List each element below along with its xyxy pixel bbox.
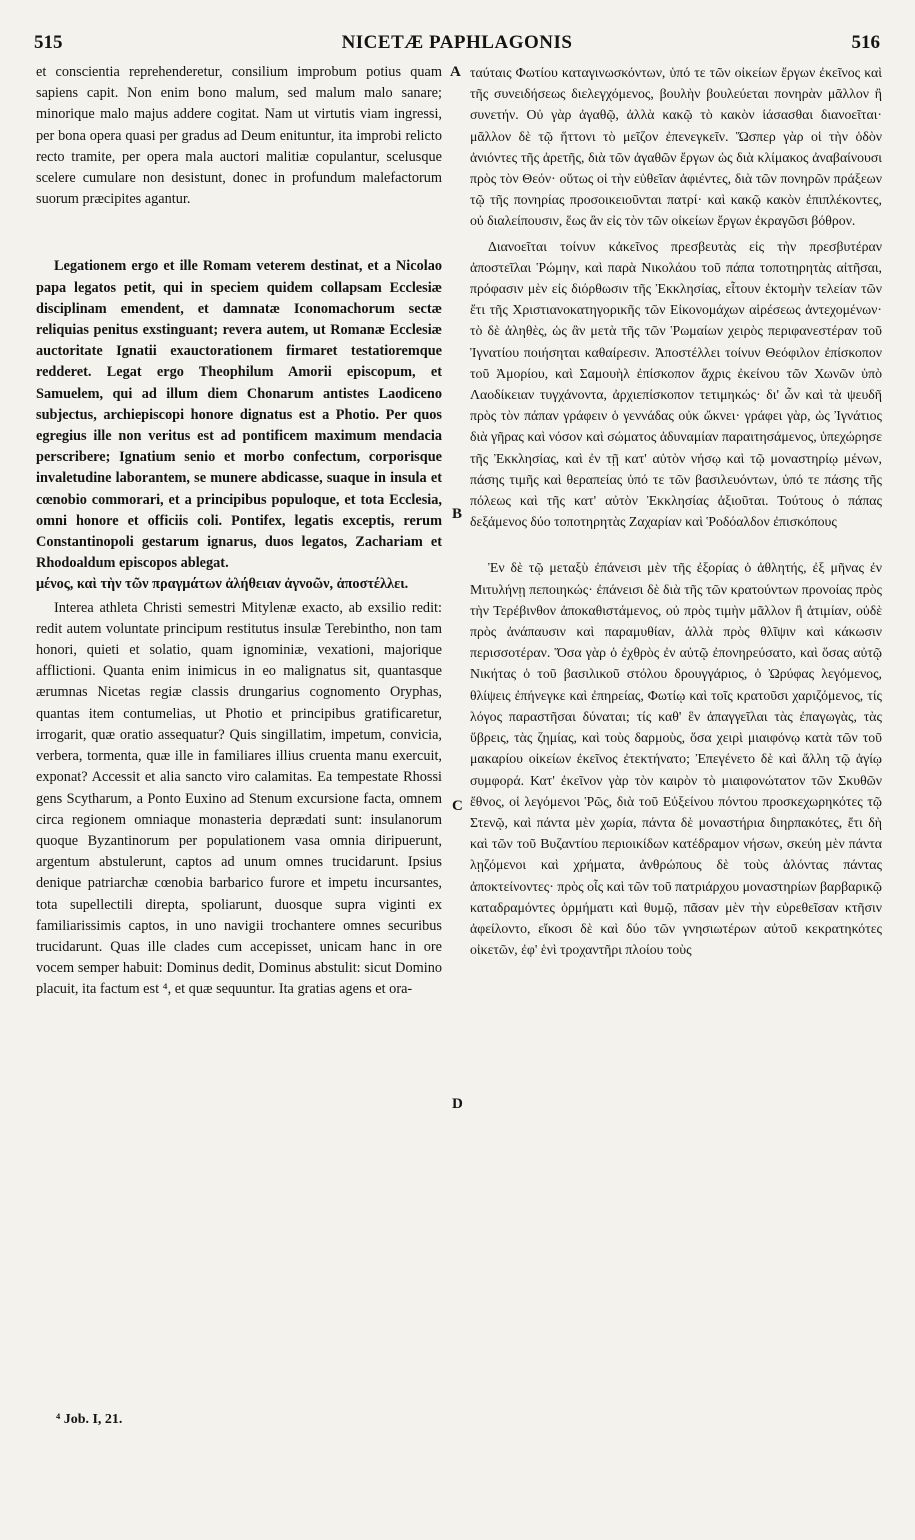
footnote: ⁴ Job. I, 21. <box>56 1412 123 1427</box>
latin-paragraph-3: Interea athleta Christi semestri Mitylenæ exacto, ab exsilio redit: redit autem voluntate principum restitutus insulæ Terebintho, non tam honori, quieti et solatio, quam ignominiæ, vexationi, majorique afflictioni. Quanta enim inimicus in eo malignatus sit, quantasque ærumnas Nicetas regiæ classis drungarius cognomento Oryphas, quantas item contumelias, ut Photio et principibus gratificaretur, irrogarit, quæ oratio assequatur? Quis singillatim, impetum, convicia, verbera, tormenta, quæ ille in familiares illius cruenta manu exercuit, exponat? Accessit et alia sancto viro calamitas. Ea tempestate Rhossi gens Scytharum, a Ponto Euxino ad Stenum excursione facta, omnem circa regionem omniaque monasteria deprædati sunt: insulanorum quoque Byzantinorum per populationem vasa omnia diripuerunt, argentum abstulerunt, captos ad unum omnes trucidarunt. Ipsius denique patriarchæ cœnobia barbarico furore et impetu incursantes, tota supellectili direpta, spoliarunt, duosque supra viginti ex familiarissimis captos, in uno navigii trochantere omnes securibus trucidarunt. Quas ille clades cum accepisset, unicam hanc in ore vocem semper habuit: Dominus dedit, Dominus abstulit: sicut Domino placuit, ita factum est ⁴, et quæ sequuntur. Ita gratias agens et ora- <box>36 599 442 998</box>
latin-column <box>36 62 442 1001</box>
greek-paragraph-3: Ἐν δὲ τῷ μεταξὺ ἐπάνεισι μὲν τῆς ἐξορίας ὁ ἀθλητής, ἐξ μῆνας ἐν Μιτυλήνῃ πεποιηκώς· ἐπάνεισι δὲ διὰ τῆς τῶν κρατούντων προνοίας πρὸς τὴν Τερέβινθον ἀποκαθιστάμενος, οὐ πρὸς τιμὴν μᾶλλον ἢ ἀτιμίαν, οὐδὲ πρὸς ἀνάπαυσιν καὶ παραμυθίαν, ἀλλὰ πρὸς θλῖψιν καὶ κάκωσιν περισσοτέραν. Ὅσα γὰρ ὁ ἐχθρὸς ἐν αὐτῷ ἐπονηρεύσατο, καὶ ὅσας αὐτῷ Νικήτας ὁ τοῦ βασιλικοῦ στόλου δρουγγάριος, ὁ Ὠρύφας λεγόμενος, θλίψεις ἐπήνεγκε καὶ ἐπηρείας, Φωτίῳ καὶ τοῖς κρατοῦσι χαριζόμενος, τίς λόγος παραστῆσαι δύναται; τίς καθ' ἓν ἀπαγγεῖλαι τὰς ἐπαγωγὰς, τὰς ὕβρεις, τὰς ζημίας, καὶ τοὺς δαρμοὺς, ὅσα χειρὶ μιαιφόνῳ κατὰ τῶν τοῦ μακαρίου οἰκείων ἐκεῖνος ἐτεκτήνατο; Ἐπεγένετο δὲ καὶ ἄλλη τῷ ἁγίῳ συμφορά. Κατ' ἐκεῖνον γὰρ τὸν καιρὸν τὸ μιαιφονώτατον τῶν Σκυθῶν ἔθνος, οἱ λεγόμενοι Ῥῶς, διὰ τοῦ Εὐξείνου πόντου προσκεχωρηκότες τῷ Στενῷ, καὶ πάντα μὲν χωρία, πάντα δὲ μοναστήρια διηρπακότες, ἔτι δὴ καὶ τῶν τοῦ Βυζαντίου περιοικίδων κατέδραμον νήσων, σκεύη μὲν πάντα λῃζόμενοι καὶ χρήματα, ἀνθρώπους δὲ τοὺς ἁλόντας πάντας ἀποκτείνοντες· πρὸς οἷς καὶ τῶν τοῦ πατριάρχου μοναστηρίων βαρβαρικῷ καταδραμόντες ὁρμήματι καὶ θυμῷ, πᾶσαν μὲν τὴν εὑρεθεῖσαν κτῆσιν ἀφείλοντο, εἴκοσι δὲ καὶ δύο τῶν γνησιωτέρων αὐτοῦ κεκρατηκότες οἰκετῶν, ἐφ' ἑνὶ τροχαντῆρι πλοίου τοὺς <box>470 560 882 958</box>
page-number-left: 515 <box>34 32 63 53</box>
latin-paragraph-1: et conscientia reprehenderetur, consilium improbum potius quam sapiens capit. Non enim bono malum, sed malum malo sanare; minorique malo majus addere cogitat. Nam ut virtutis viam ingressi, per bona opera quasi per gradus ad Deum enituntur, ita improbi relicto recto tramite, per opera mala auctori malitiæ copulantur, scelusque scelere cumulare non desistunt, donec in profundum malefactorum suorum præcipites agantur. <box>36 64 442 208</box>
margin-marker-d: D <box>452 1096 463 1112</box>
margin-marker-c: C <box>452 798 463 814</box>
greek-column <box>470 62 882 960</box>
page-header <box>34 32 880 56</box>
margin-marker-b: B <box>452 506 463 522</box>
latin-paragraph-2-greek-tail: μένος, καὶ τὴν τῶν πραγμάτων ἀλήθειαν ἀγνοῶν, ἀποστέλλει. <box>36 576 409 593</box>
greek-paragraph-2: Διανοεῖται τοίνυν κἀκεῖνος πρεσβευτὰς εἰς τὴν πρεσβυτέραν ἀποστεῖλαι Ῥώμην, καὶ παρὰ Νικολάου τοῦ πάπα τοποτηρητὰς αἰτῆσαι, πρόφασιν μὲν εἰς διόρθωσιν τῆς Ἐκκλησίας, εἶτουν ἐκτομὴν τελείαν τῶν ἔτι τῆς Χριστιανοκατηγορικῆς τῶν Εἰκονομάχων αἱρέσεως ἀντεχομένων· τὸ δὲ ἀληθὲς, ὡς ἂν μετὰ τῆς τῶν Ῥωμαίων χειρὸς περιφανεστέραν τοῦ Ἰγνατίου ποιήσηται καθαίρεσιν. Ἀποστέλλει τοίνυν Θεόφιλον ἐπίσκοπον τοῦ Ἀμορίου, καὶ Σαμουὴλ ἐπίσκοπον ἄχρις ἐκείνου τῶν Χωνῶν ὑπὸ Λαοδίκειαν τυγχάνοντα, ἀρχιεπίσκοπον τετιμηκώς· δι' ὧν καὶ τὰ ψευδῆ πρὸς τὸν πάπαν γράφειν ὁ γεννάδας οὐκ ὤκνει· γράφει γὰρ, ὡς Ἰγνάτιος διὰ γῆρας καὶ νόσον καὶ σώματος ἀδυναμίαν παραιτησάμενος, ὑπεχώρησε τῆς Ἐκκλησίας, καὶ ἐν τῇ κατ' αὐτὸν νήσῳ καὶ τῷ μοναστηρίῳ μένων, πάσης τιμῆς καὶ θεραπείας ὑπό τε τῶν βασιλευόντων, ὑπό τε πάσης τῆς πόλεως καὶ τῆς κατ' αὐτὸν Ἐκκλησίας ἀξιοῦται. Τούτους ὁ πάπας δεξάμενος δύο τοποτηρητὰς Ζαχαρίαν καὶ Ῥοδόαλδον ἐπισκόπους <box>470 238 882 530</box>
running-title: NICETÆ PAPHLAGONIS <box>341 32 573 53</box>
latin-paragraph-2: Legationem ergo et ille Romam veterem destinat, et a Nicolao papa legatos petit, qui in speciem quidem collapsam Ecclesiæ disciplinam emendent, et damnatæ Iconomachorum sectæ reliquias penitus exstinguant; revera autem, ut Romanæ Ecclesiæ auctoritate Ignatii exauctorationem firmaret testatioremque redderet. Legat ergo Theophilum Amorii episcopum, et Samuelem, qui ad illum diem Chonarum antistes Laodiceno subjectus, archiepiscopi honore dignatus est a Photio. Per quos egregius ille non veritus est ad pontificem maximum mendacia perscribere; Ignatium senio et morbo confectum, corporisque invaletudine laborantem, se munere abdicasse, suaque in insula et cœnobio commorari, et a principibus populoque, et tota Ecclesia, omni honore et officiis coli. Pontifex, legatis exceptis, rerum Constantinopoli gestarum ignarus, duos legatos, Zachariam et Rhodoaldum episcopos ablegat. <box>36 258 442 572</box>
margin-marker-a: A <box>450 64 461 80</box>
greek-paragraph-1: ταύταις Φωτίου καταγινωσκόντων, ὑπό τε τῶν οἰκείων ἔργων ἐκεῖνος καὶ τῆς συνειδήσεως διελεγχόμενος, βουλὴν βουλεύεται πονηρὰν μᾶλλον ἢ συνετήν. Οὐ γὰρ ἀγαθῷ, ἀλλὰ κακῷ τὸ κακὸν ἰάσασθαι διανοεῖται· μᾶλλον δὲ τῷ ἥττονι τὸ μεῖζον ἐπενεγκεῖν. Ὥσπερ γὰρ οἱ τὴν ὁδὸν ἀνιόντες τῆς ἀρετῆς, διὰ τῶν ἀγαθῶν ἔργων ὡς διὰ κλίμακος ἀναβαίνουσι πρὸς τὸν Θεόν· οὕτως οἱ τὴν εὐθεῖαν ἀφιέντες, διὰ τῶν πονηρῶν πράξεων τῷ τῆς πονηρίας προσοικειοῦνται πατρί· καὶ κακῷ κακὸν ἐπιπλέκοντες, οὐ διαλείπουσιν, ἕως ἂν εἰς τὸν τῶν οἰκείων ἔργων ἐκραγῶσι βόθρον. <box>470 65 882 229</box>
page-number-right: 516 <box>851 32 880 53</box>
